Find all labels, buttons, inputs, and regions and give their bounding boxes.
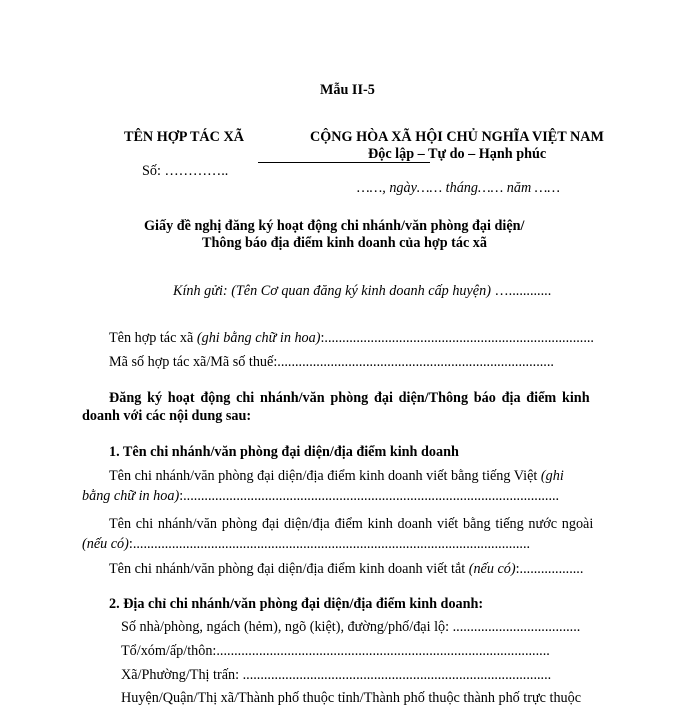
coop-id-line [109,354,554,371]
hamlet-label: Tổ/xóm/ấp/thôn: [121,643,217,659]
intro-line1: Đăng ký hoạt động chi nhánh/văn phòng đại diện/Thông báo địa điểm kinh [109,390,590,406]
vn-name-label: Tên chi nhánh/văn phòng đại diện/địa điểm kinh doanh viết bằng tiếng Việt [109,468,541,484]
foreign-name-line1: Tên chi nhánh/văn phòng đại diện/địa điểm kinh doanh viết bằng tiếng nước ngoài [109,516,594,532]
motto: Độc lập – Tự do – Hạnh phúc [368,146,547,162]
foreign-name-hint: (nếu có) [82,536,129,552]
nation-title: CỘNG HÒA XÃ HỘI CHỦ NGHĨA VIỆT NAM [310,129,604,145]
addressee [173,283,551,300]
form-code: Mẫu II-5 [320,82,375,98]
section1-heading: 1. Tên chi nhánh/văn phòng đại diện/địa điểm kinh doanh [109,444,459,460]
foreign-name-line2 [82,536,530,553]
vn-name-hint1: (ghi [540,468,564,484]
short-name-hint: (nếu có) [468,561,516,577]
hamlet-line [121,643,550,660]
short-name-label: Tên chi nhánh/văn phòng đại diện/địa điểm kinh doanh viết tắt [109,561,469,577]
coop-name-hint: (ghi bằng chữ in hoa) [196,330,321,346]
vn-name-hint2: bằng chữ in hoa) [82,488,180,504]
short-name-dots: :.................. [515,561,584,577]
coop-name-label: Tên hợp tác xã [109,330,197,346]
ward-line [121,667,551,684]
intro-line2: doanh với các nội dung sau: [82,408,252,424]
addressee-label: Kính gửi: [173,283,232,299]
street-line [121,619,580,636]
short-name-line [109,561,583,578]
vn-name-dots: :.......................................................................................................... [179,488,560,504]
district-line: Huyện/Quận/Thị xã/Thành phố thuộc tỉnh/Thành phố thuộc thành phố trực thuộc [121,690,582,706]
vn-name-line2 [82,488,559,505]
document-title-line1: Giấy đề nghị đăng ký hoạt động chi nhánh/văn phòng đại diện/ [144,218,525,234]
number-field: Số: ………….. [142,163,229,179]
addressee-value: (Tên Cơ quan đăng ký kinh doanh cấp huyện) [231,283,491,299]
coop-id-dots: .............................................................................. [277,354,554,370]
street-label: Số nhà/phòng, ngách (hẻm), ngõ (kiệt), đường/phố/đại lộ: [121,619,450,635]
coop-name-line [109,330,594,347]
coop-id-label: Mã số hợp tác xã/Mã số thuế: [109,354,278,370]
coop-name-dots: :............................................................................ [320,330,594,346]
addressee-dots: …............ [490,283,552,299]
ward-dots: ....................................................................................... [242,667,552,683]
vn-name-line1 [109,468,564,485]
street-dots: .................................... [449,619,581,635]
ward-label: Xã/Phường/Thị trấn: [121,667,243,683]
org-name: TÊN HỢP TÁC XÃ [124,129,244,145]
hamlet-dots: .............................................................................................. [216,643,550,659]
foreign-name-dots: :................................................................................................................ [128,536,531,552]
date-line: ……, ngày…… tháng…… năm …… [357,180,560,196]
section2-heading: 2. Địa chỉ chi nhánh/văn phòng đại diện/địa điểm kinh doanh: [109,596,484,612]
document-title-line2: Thông báo địa điểm kinh doanh của hợp tác xã [202,235,487,251]
